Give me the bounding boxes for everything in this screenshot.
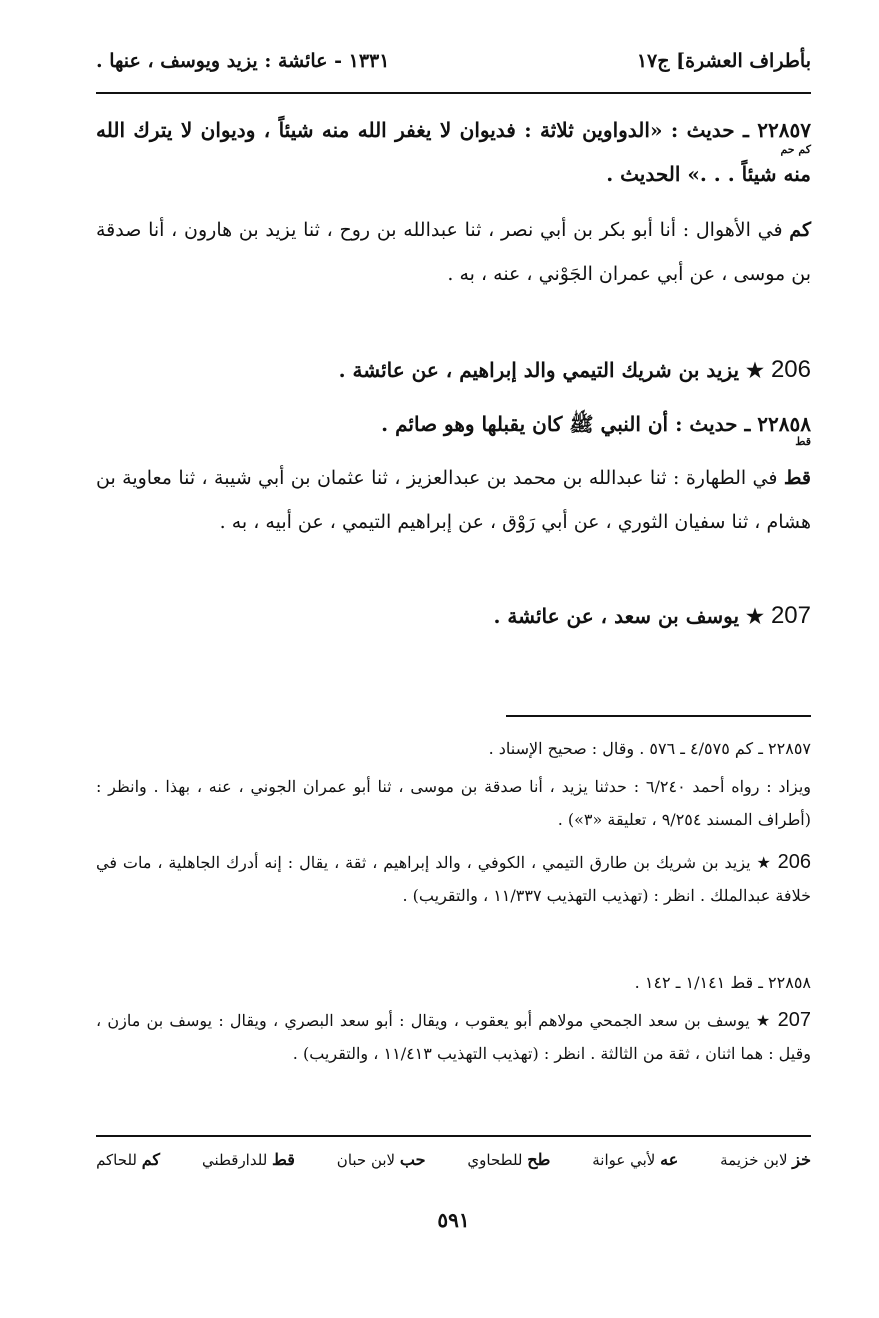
abbreviations-rule [96, 1135, 811, 1137]
narration-sigla: قط [783, 467, 812, 489]
footnote-206 [96, 846, 811, 912]
abbreviation-item: عه لأبي عوانة [592, 1150, 679, 1169]
footnote-22858: ٢٢٨٥٨ ـ قط ١/١٤١ ـ ١٤٢ . [634, 973, 811, 992]
running-header [96, 44, 811, 78]
star-icon: ★ [746, 604, 764, 628]
star-icon: ★ [746, 358, 764, 382]
narrator-number: 206 [770, 356, 811, 383]
star-icon: ★ [756, 853, 772, 872]
abbreviation-item: حب لابن حبان [336, 1150, 426, 1169]
narrator-number: 207 [770, 602, 811, 629]
narration-sigla: كم [789, 219, 811, 241]
hadith-22858 [96, 402, 811, 446]
footnote-text: يزيد بن شريك بن طارق التيمي ، الكوفي ، والد إبراهيم ، ثقة ، يقال : إنه أدرك الجاهلية ، مات في خلافة عبدالملك . انظر : (تهذيب التهذيب ١١/٣٣٧ ، والتقريب) . [96, 853, 811, 905]
footnote-22857-addition: ويزاد : رواه أحمد ٦/٢٤٠ : حدثنا يزيد ، أنا صدقة بن موسى ، ثنا أبو عمران الجوني ، عنه ، بهذا . وانظر : (أطراف المسند ٩/٢٥٤ ، تعليقة «٣») . [96, 777, 811, 829]
abbreviation-item: كم للحاكم [96, 1150, 161, 1169]
header-rule [96, 92, 811, 94]
narrator-name: يوسف بن سعد ، عن عائشة . [493, 604, 740, 628]
footnote-number: 206 [777, 851, 812, 873]
page [96, 0, 811, 1318]
footnote-number: 207 [777, 1009, 812, 1031]
hadith-text: ـ حديث : أن النبي ﷺ كان يقبلها وهو صائم . [381, 412, 751, 436]
hadith-22857 [96, 108, 811, 196]
abbreviation-item: قط للدارقطني [201, 1150, 295, 1169]
hadith-number: ٢٢٨٥٧ [757, 118, 812, 142]
narrator-name: يزيد بن شريك التيمي والد إبراهيم ، عن عائشة . [338, 358, 740, 382]
hadith-number: ٢٢٨٥٨ [757, 412, 811, 436]
narration-text: في الأهوال : أنا أبو بكر بن أبي نصر ، ثنا عبدالله بن روح ، ثنا يزيد بن هارون ، أنا صدقة بن موسى ، عن أبي عمران الجَوْني ، عنه ، به . [96, 219, 811, 285]
footnote-207 [96, 1004, 811, 1070]
footnote-text: يوسف بن سعد الجمحي مولاهم أبو يعقوب ، ويقال : أبو سعد البصري ، ويقال : يوسف بن مازن ، وقيل : هما اثنان ، ثقة من الثالثة . انظر : (تهذيب التهذيب ١١/٤١٣ ، والتقريب) . [96, 1011, 811, 1063]
header-book-title: بأطراف العشرة] ج١٧ [636, 50, 811, 72]
footnote-rule [506, 715, 811, 717]
narrator-heading-207 [96, 594, 811, 638]
hadith-sigla: قط [795, 435, 811, 448]
narrator-heading-206 [96, 348, 811, 392]
abbreviation-item: خز لابن خزيمة [720, 1150, 811, 1169]
narration-text: في الطهارة : ثنا عبدالله بن محمد بن عبدالعزيز ، ثنا عثمان بن أبي شيبة ، ثنا معاوية بن هشام ، ثنا سفيان الثوري ، عن أبي رَوْق ، عن إبراهيم التيمي ، عن أبيه ، به . [96, 467, 811, 533]
header-section-title: ١٣٣١ - عائشة : يزيد ويوسف ، عنها . [96, 50, 390, 72]
star-icon: ★ [755, 1011, 772, 1030]
hadith-sigla: كم حم [780, 143, 811, 156]
footnote-22857: ٢٢٨٥٧ ـ كم ٤/٥٧٥ ـ ٥٧٦ . وقال : صحيح الإسناد . [488, 739, 811, 758]
narration-22858 [96, 456, 811, 544]
page-number: ٥٩١ [437, 1208, 470, 1232]
abbreviations-key [96, 1150, 811, 1169]
narration-22857 [96, 208, 811, 296]
hadith-text: ـ حديث : «الدواوين ثلاثة : فديوان لا يغفر الله منه شيئاً ، وديوان لا يترك الله منه شيئاً . . .» الحديث . [96, 118, 811, 186]
abbreviation-item: طح للطحاوي [467, 1150, 551, 1169]
